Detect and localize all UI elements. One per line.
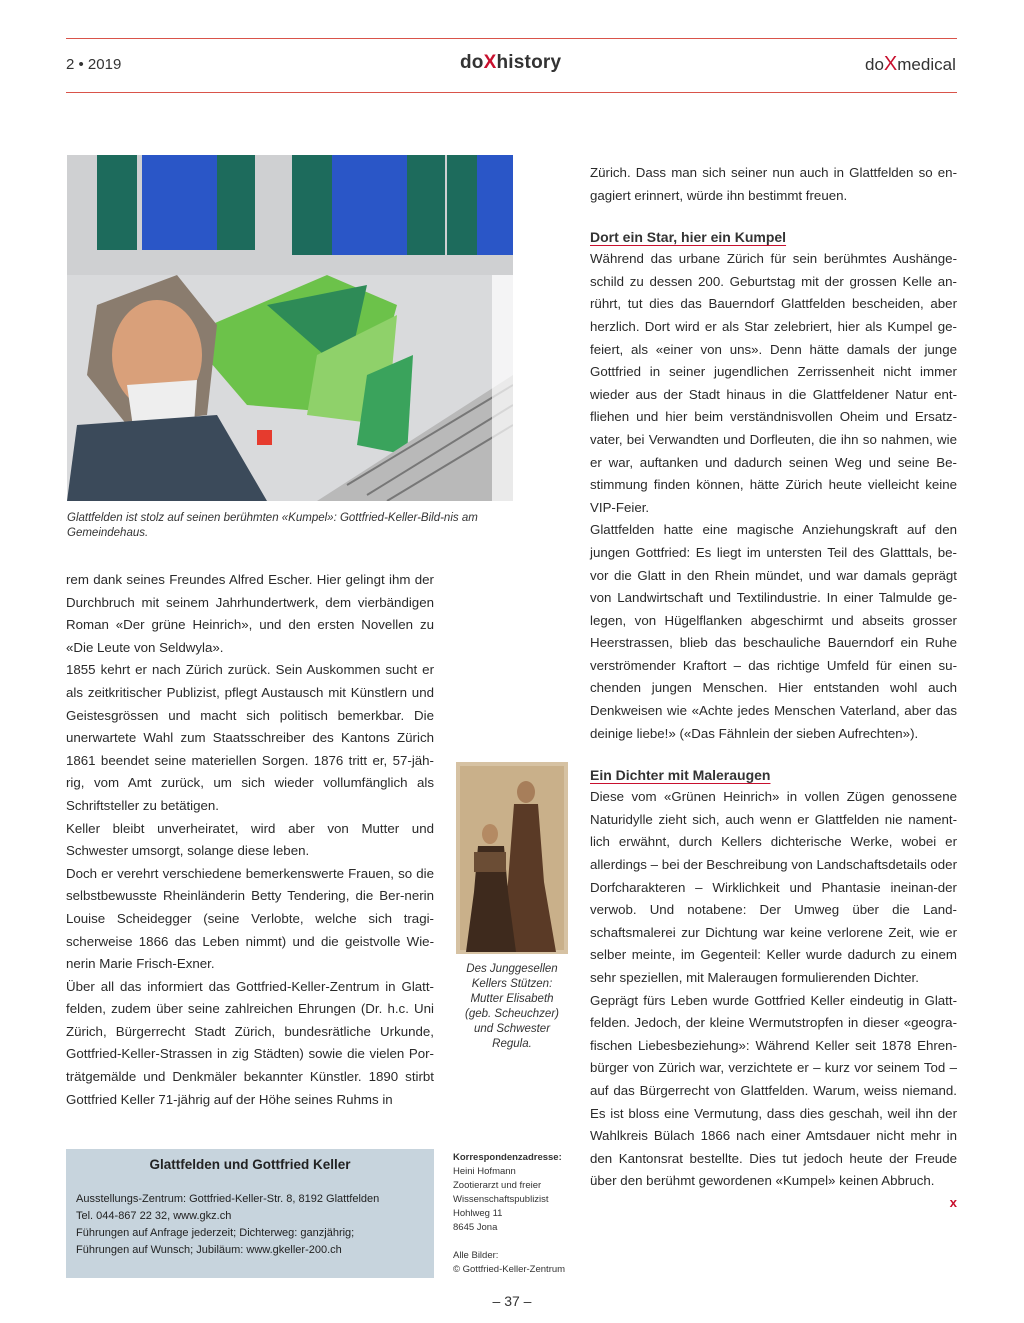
page-number: – 37 – [492, 1293, 532, 1309]
issue-number: 2 • 2019 [66, 56, 122, 73]
paragraph: Diese vom «Grünen Heinrich» in vollen Zügen genossene Naturidylle zieht sich, auch wenn er Glattfelden nie nament-lich erwähnt, durch Kellers dichterische Werke, wobei er allerdings – bei der Beschreibung von Landschaftsdetails oder Dorfcharakteren – Wirklichkeit und Phantasie ineinan-der verwob. Und notabene: Der Umweg über die Land-schaftsmalerei zur Dichtung war keine verlorene Zeit, wie er selber meinte, im Gegenteil: Keller wurde dadurch zu einem sehr speziellen, mit Maleraugen formulierenden Dichter. [590, 789, 957, 985]
paragraph: Über all das informiert das Gottfried-Keller-Zentrum in Glatt-felden, zudem über seine zahlreichen Ehrungen (Dr. h.c. Uni Zürich, Bürgerrecht Stadt Zürich, bundesrätliche Urkunde, Gottfried-Keller-Strassen in zig Städten) sowie die vielen Por-trätgemälde und Denkmäler bekannter Künstler. 1890 stirbt Gottfried Keller 71-jährig auf der Höhe seines Ruhms in [66, 978, 434, 1107]
brand-doxmedical-logo: doXmedical [865, 53, 956, 75]
left-column-text [66, 569, 434, 1111]
section-heading-star-kumpel: Dort ein Star, hier ein Kumpel [590, 229, 787, 246]
paragraph: Zürich. Dass man sich seiner nun auch in Glattfelden so en-gagiert erinnert, würde ihn bestimmt freuen. [590, 165, 957, 203]
mother-sister-photo [456, 762, 568, 954]
keller-mural-photo [67, 155, 513, 501]
mural-caption: Glattfelden ist stolz auf seinen berühmten «Kumpel»: Gottfried-Keller-Bild-nis am Gemeindehaus. [67, 512, 478, 539]
paragraph: 1855 kehrt er nach Zürich zurück. Sein Auskommen sucht er als zeitkritischer Publizist, pflegt Austausch mit Künstlern und Geistesgrössen und macht sich politisch bemerkbar. Die unerwartete Wahl zum Staatsschreiber des Kantons Zürich 1861 beendet seine materiellen Sorgen. 1876 tritt er, 57-jäh-rig, vom Amt zurück, um sich wieder vollumfänglich als Schriftsteller zu betätigen. [66, 662, 434, 813]
paragraph: Keller bleibt unverheiratet, wird aber von Mutter und Schwester umsorgt, solange diese leben. [66, 820, 434, 859]
brand-doxhistory-logo: doXhistory [460, 52, 562, 73]
header-bottom-rule [66, 92, 957, 93]
info-box [66, 1149, 434, 1278]
info-box-title: Glattfelden und Gottfried Keller [149, 1157, 351, 1172]
section-heading-maleraugen: Ein Dichter mit Maleraugen [590, 767, 771, 784]
photo-caption: Des Junggesellen Kellers Stützen: Mutter Elisabeth (geb. Scheuchzer) und Schwester Regula. [465, 963, 559, 1050]
info-box-body: Ausstellungs-Zentrum: Gottfried-Keller-Str. 8, 8192 Glattfelden Tel. 044-867 22 32, www.gkz.ch Führungen auf Anfrage jederzeit; Dichterweg: ganzjährig; Führungen auf Wunsch; Jubiläum: www.gkeller-200.ch [76, 1193, 380, 1256]
header-top-rule [66, 38, 957, 39]
paragraph: Glattfelden hatte eine magische Anziehungskraft auf den jungen Gottfried: Es liegt im untersten Teil des Glatttals, be-vor die Glatt in den Rhein mündet, und war damals geprägt von Landwirtschaft und Textilindustrie. In einer Talmulde ge-legen, von Hügelflanken abgeschirmt und abseits grosser Heerstrassen, blieb das beschauliche Bauerndorf ein Ruhe verströmender Kraftort – das richtige Umfeld für einen su-chenden jungen Menschen. Hier entstanden wohl auch Denkweisen wie «Achte jedes Menschen Vaterland, aber das deinige liebe!» («Das Fähnlein der sieben Aufrechten»). [590, 522, 957, 741]
contact-address: Korrespondenzadresse: Heini Hofmann Zootierarzt und freier Wissenschaftspublizist Hohlweg 11 8645 Jona Alle Bilder: © Gottfried-Keller-Zentrum [453, 1152, 566, 1275]
paragraph: rem dank seines Freundes Alfred Escher. Hier gelingt ihm der Durchbruch mit seinem Jahrhundertwerk, dem vierbändigen Roman «Der grüne Heinrich», und den ersten Novellen zu «Die Leute von Seldwyla». [66, 572, 434, 655]
paragraph: Geprägt fürs Leben wurde Gottfried Keller eindeutig in Glatt-felden. Jedoch, der kleine Wermutstropfen in dieser «geogra-fischen Liebesbeziehung»: Während Keller seit 1878 Ehren-bürger von Zürich war, verzichtete er – kurz vor seinem Tod – auf das Bürgerrecht von Glattfelden. Warum, weiss niemand. Es ist bloss eine Vermutung, dass dies geschah, weil ihn der Wahlkreis Bülach 1866 nach einer Amtsdauer nicht mehr in den Kantonsrat bestellte. Dies tut jedoch heute der Freude über den berühmt gewordenen «Kumpel» keinen Abbruch. [590, 992, 957, 1189]
end-mark: x [949, 1194, 957, 1210]
paragraph: Doch er verehrt verschiedene bemerkenswerte Frauen, so die selbstbewusste Rheinländerin Betty Tendering, die Ber-nerin Louise Scheidegger (seine Verlobte, welche sich tragi-scherweise 1866 das Leben nimmt) und die geistvolle Wie-nerin Marie Frisch-Exner. [66, 865, 434, 972]
right-column-text [590, 162, 957, 1213]
paragraph: Während das urbane Zürich für sein berühmtes Aushänge-schild zu dessen 200. Geburtstag mit der grossen Kelle an-rührt, tut dies das Bauerndorf Glattfelden bescheiden, aber herzlich. Dort wird er als Star zelebriert, hier als Kumpel ge-feiert, als «einer von uns». Denn hätte damals der junge Gottfried in seiner jugendlichen Zerrissenheit nicht immer wieder aus der Stadt hinaus in die Glattfeldener Natur ent-fliehen und hier beim verständnisvollen Oheim und Ersatz-vater, bei Verwandten und Dorfleuten, die ihn so nahmen, wie er war, auftanken und dadurch seinen Weg und seine Be-stimmung finden können, hätte Zürich heute vielleicht keine VIP-Feier. [590, 251, 957, 515]
